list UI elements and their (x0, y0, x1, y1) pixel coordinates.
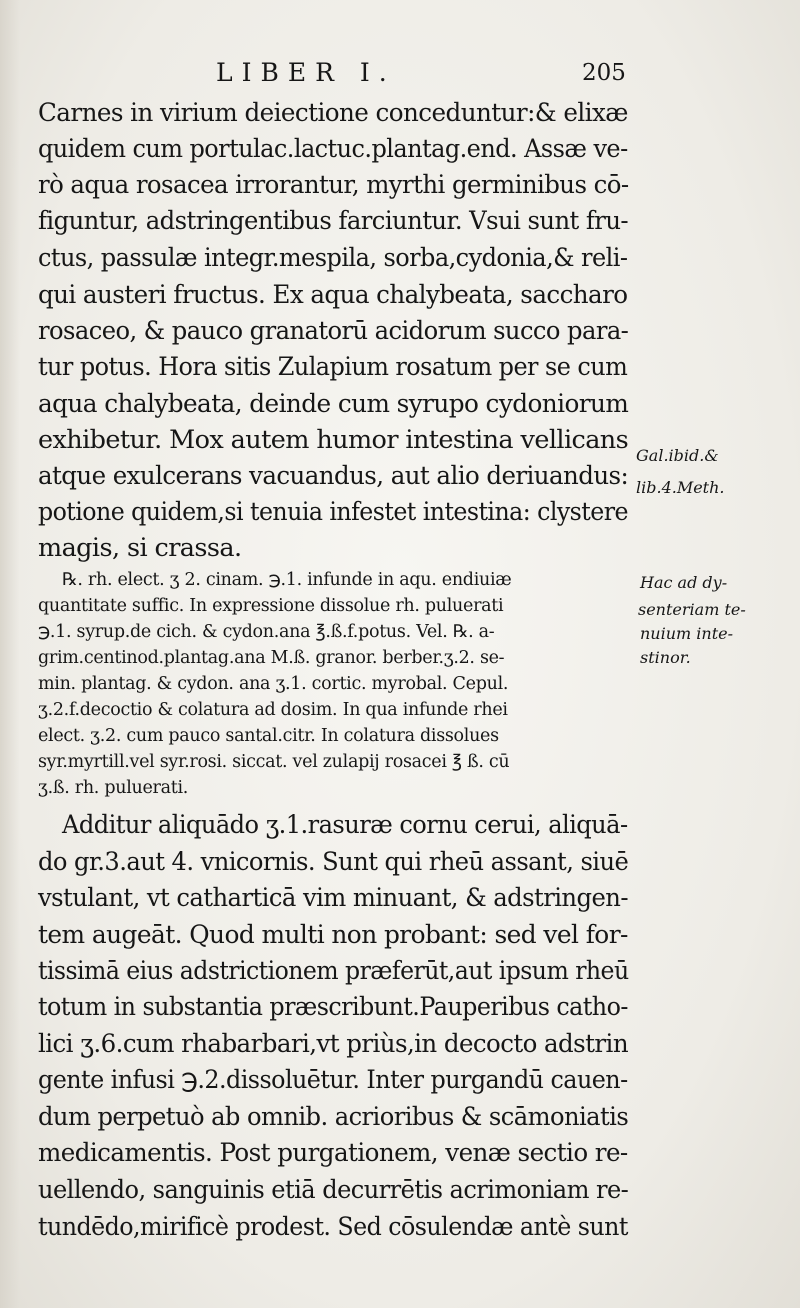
text-line: exhibetur. Mox autem humor intestina vellicans (38, 425, 629, 455)
text-line: tissimā eius adstrictionem præferūt,aut ipsum rheū (38, 956, 629, 986)
recipe-line: syr.myrtill.vel syr.rosi. siccat. vel zulapij rosacei ℥ ß. cū (38, 752, 510, 772)
recipe-line: grim.centinod.plantag.ana M.ß. granor. berber.ʒ.2. se- (38, 648, 505, 668)
recipe-line: ℈.1. syrup.de cich. & cydon.ana ℥.ß.f.potus. Vel. ℞. a- (38, 622, 495, 642)
text-line: medicamentis. Post purgationem, venæ sectio re- (38, 1138, 628, 1168)
margin-note: Hac ad dy- (640, 573, 728, 592)
text-line: ctus, passulæ integr.mespila, sorba,cydonia,& reli- (38, 243, 628, 273)
text-line: quidem cum portulac.lactuc.plantag.end. Assæ ve- (38, 134, 628, 164)
recipe-line: ℞. rh. elect. ʒ 2. cinam. ℈.1. infunde in aqu. endiuiæ (62, 570, 512, 590)
text-line: gente infusi ℈.2.dissoluētur. Inter purgandū cauen- (38, 1065, 628, 1095)
recipe-line: elect. ʒ.2. cum pauco santal.citr. In colatura dissolues (38, 726, 499, 746)
text-line: uellendo, sanguinis etiā decurrētis acrimoniam re- (38, 1175, 629, 1205)
running-title: LIBER I. (216, 58, 396, 87)
text-line: totum in substantia præscribunt.Pauperibus catho- (38, 992, 628, 1022)
page-edge-shadow (0, 0, 20, 1308)
text-line: dum perpetuò ab omnib. acrioribus & scāmoniatis (38, 1102, 629, 1132)
margin-note: lib.4.Meth. (636, 478, 725, 497)
text-line: potione quidem,si tenuia infestet intestina: clystere (38, 497, 628, 527)
text-line: figuntur, adstringentibus farciuntur. Vsui sunt fru- (38, 206, 629, 236)
recipe-line: ʒ.2.f.decoctio & colatura ad dosim. In qua infunde rhei (38, 700, 508, 720)
text-line: rò aqua rosacea irrorantur, myrthi germinibus cō- (38, 170, 629, 200)
text-line: tur potus. Hora sitis Zulapium rosatum per se cum (38, 352, 628, 382)
text-line: vstulant, vt catharticā vim minuant, & adstringen- (38, 883, 628, 913)
margin-note: nuium inte- (640, 624, 734, 643)
margin-note: senteriam te- (638, 600, 746, 619)
text-line: lici ʒ.6.cum rhabarbari,vt priùs,in decocto adstrin (38, 1029, 629, 1059)
margin-note: Gal.ibid.& (636, 446, 719, 465)
recipe-line: ʒ.ß. rh. puluerati. (38, 778, 189, 798)
text-line: rosaceo, & pauco granatorū acidorum succo para- (38, 316, 629, 346)
recipe-line: min. plantag. & cydon. ana ʒ.1. cortic. myrobal. Cepul. (38, 674, 509, 694)
recipe-line: quantitate suffic. In expressione dissolue rh. puluerati (38, 596, 504, 616)
text-line: aqua chalybeata, deinde cum syrupo cydoniorum (38, 389, 629, 419)
text-line: Additur aliquādo ʒ.1.rasuræ cornu cerui, aliquā- (62, 810, 628, 840)
text-line: do gr.3.aut 4. vnicornis. Sunt qui rheū assant, siuē (38, 847, 629, 877)
text-line: qui austeri fructus. Ex aqua chalybeata, saccharo (38, 280, 628, 310)
text-line: tundēdo,mirificè prodest. Sed cōsulendæ antè sunt (38, 1212, 628, 1242)
page-header (0, 52, 800, 92)
text-line: magis, si crassa. (38, 533, 242, 563)
text-line: Carnes in virium deiectione conceduntur:& elixæ (38, 98, 628, 128)
margin-note: stinor. (640, 648, 691, 667)
page-number: 205 (582, 60, 626, 86)
text-line: tem augeāt. Quod multi non probant: sed vel for- (38, 920, 628, 950)
text-line: atque exulcerans vacuandus, aut alio deriuandus: (38, 461, 629, 491)
